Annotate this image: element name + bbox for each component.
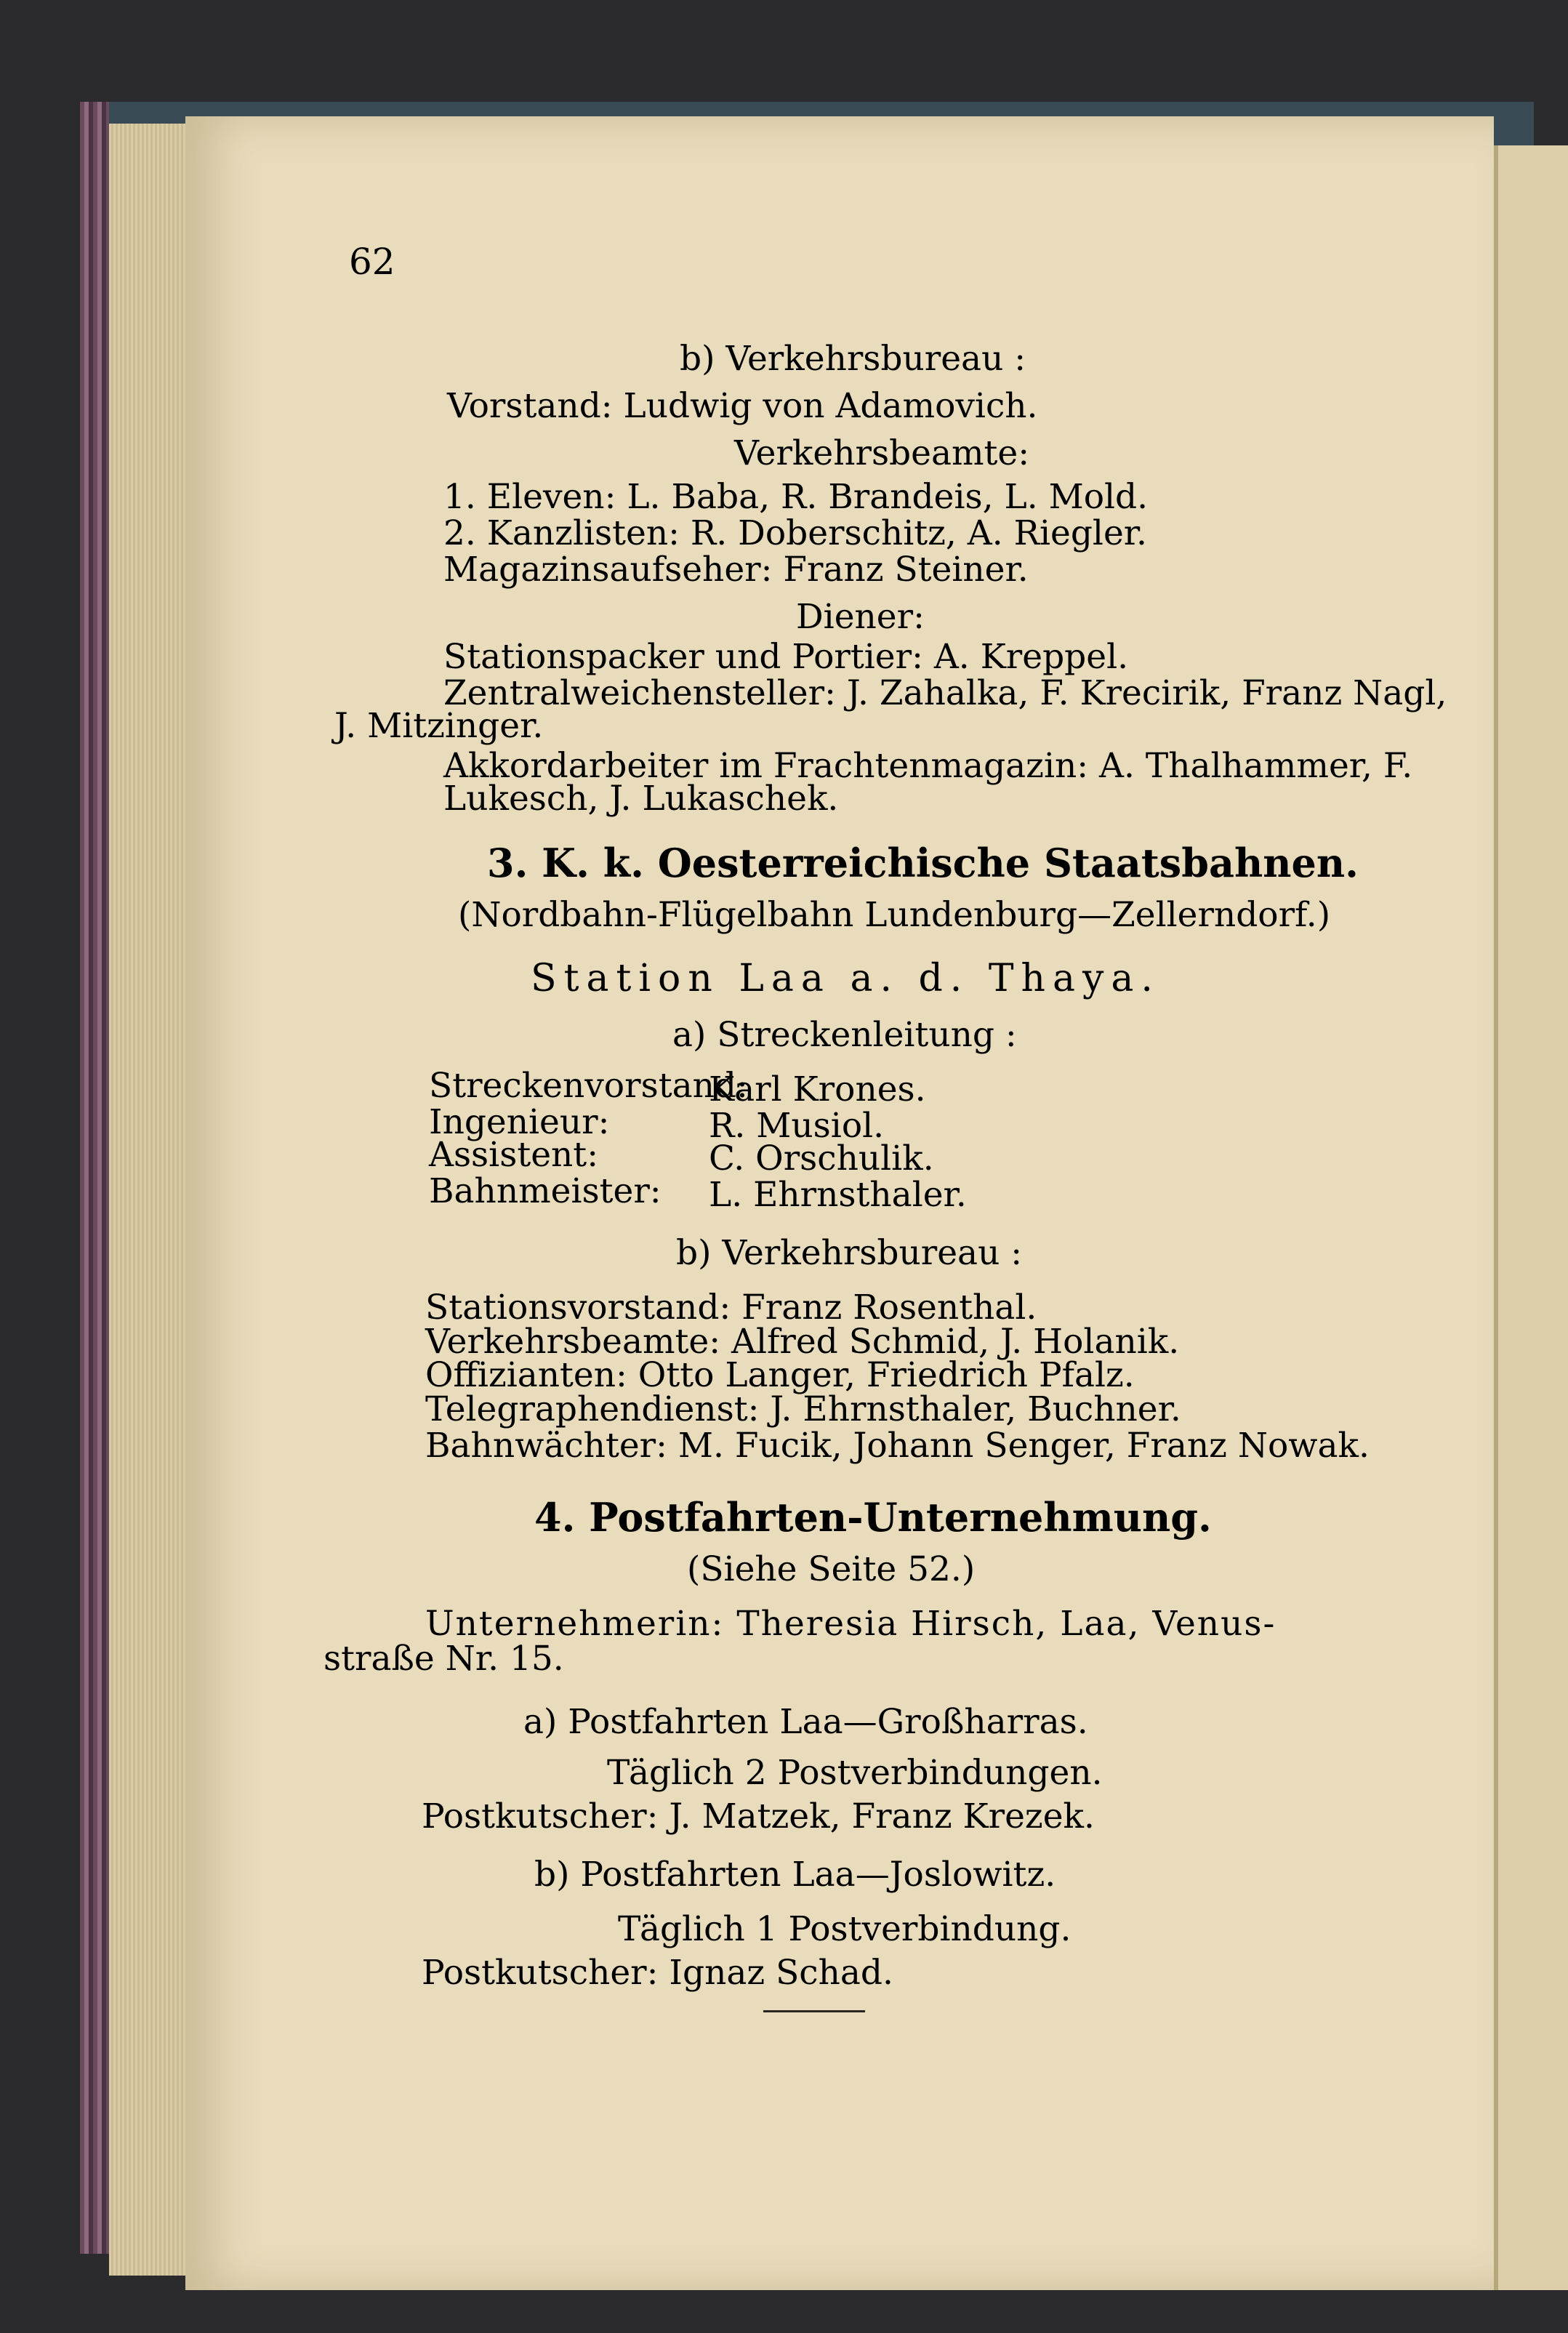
vorstand-line: Vorstand: Ludwig von Adamovich.: [447, 386, 1038, 426]
end-rule: [763, 2010, 865, 2012]
verkehrsbeamte-line: Verkehrsbeamte: Alfred Schmid, J. Holanik.: [425, 1322, 1180, 1362]
postfahrten-a-heading: a) Postfahrten Laa—Großharras.: [523, 1702, 1088, 1742]
facing-page-edge: [1494, 145, 1568, 2290]
verkehrsbureau-heading: b) Verkehrsbureau :: [680, 339, 1026, 379]
postfahrten-b-daily: Täglich 1 Postverbindung.: [618, 1909, 1072, 1949]
verkehrsbeamte-heading: Verkehrsbeamte:: [734, 433, 1030, 473]
section4-title: 4. Postfahrten-Unternehmung.: [534, 1494, 1212, 1541]
staff-value-0: Karl Krones.: [709, 1069, 926, 1109]
akkord-line-2: Lukesch, J. Lukaschek.: [443, 779, 839, 819]
staff-label-2: Assistent:: [429, 1135, 599, 1175]
staff-value-3: L. Ehrnsthaler.: [709, 1175, 967, 1215]
telegraph-line: Telegraphendienst: J. Ehrnsthaler, Buchner.: [425, 1389, 1181, 1429]
station-heading: Station Laa a. d. Thaya.: [531, 957, 1160, 1000]
postfahrten-b-heading: b) Postfahrten Laa—Joslowitz.: [534, 1855, 1056, 1895]
verkehrsbureau-heading-2: b) Verkehrsbureau :: [676, 1233, 1023, 1273]
unternehmerin-line-2: straße Nr. 15.: [323, 1639, 564, 1679]
stationspacker-line: Stationspacker und Portier: A. Kreppel.: [443, 637, 1129, 677]
staff-label-1: Ingenieur:: [429, 1102, 610, 1142]
stationsvorstand-line: Stationsvorstand: Franz Rosenthal.: [425, 1288, 1037, 1328]
eleven-line: 1. Eleven: L. Baba, R. Brandeis, L. Mold.: [443, 477, 1149, 517]
zentral-line-2: J. Mitzinger.: [334, 706, 544, 746]
akkord-line-1: Akkordarbeiter im Frachtenmagazin: A. Thalhammer, F.: [443, 746, 1413, 786]
zentral-line-1: Zentralweichensteller: J. Zahalka, F. Krecirik, Franz Nagl,: [443, 673, 1447, 713]
unternehmerin-line-1: Unternehmerin: Theresia Hirsch, Laa, Venus-: [425, 1604, 1276, 1644]
section3-title: 3. K. k. Oesterreichische Staatsbahnen.: [487, 840, 1359, 886]
staff-value-2: C. Orschulik.: [709, 1139, 934, 1178]
kanzlisten-line: 2. Kanzlisten: R. Doberschitz, A. Riegler.: [443, 513, 1147, 553]
section3-subtitle: (Nordbahn-Flügelbahn Lundenburg—Zellerndorf.): [458, 895, 1331, 935]
offizianten-line: Offizianten: Otto Langer, Friedrich Pfalz.: [425, 1355, 1135, 1395]
staff-label-0: Streckenvorstand:: [429, 1066, 748, 1106]
bahnwaechter-line: Bahnwächter: M. Fucik, Johann Senger, Franz Nowak.: [425, 1426, 1370, 1466]
streckenleitung-heading: a) Streckenleitung :: [672, 1015, 1017, 1055]
staff-label-3: Bahnmeister:: [429, 1171, 662, 1211]
magazin-line: Magazinsaufseher: Franz Steiner.: [443, 550, 1029, 590]
marbled-book-edge: [80, 102, 109, 2254]
page-number: 62: [349, 241, 395, 283]
postfahrten-a-daily: Täglich 2 Postverbindungen.: [607, 1753, 1103, 1793]
diener-heading: Diener:: [796, 597, 925, 637]
postfahrten-a-kutscher: Postkutscher: J. Matzek, Franz Krezek.: [422, 1796, 1095, 1836]
postfahrten-b-kutscher: Postkutscher: Ignaz Schad.: [422, 1953, 893, 1993]
see-page-note: (Siehe Seite 52.): [687, 1549, 976, 1589]
staff-value-1: R. Musiol.: [709, 1106, 885, 1146]
